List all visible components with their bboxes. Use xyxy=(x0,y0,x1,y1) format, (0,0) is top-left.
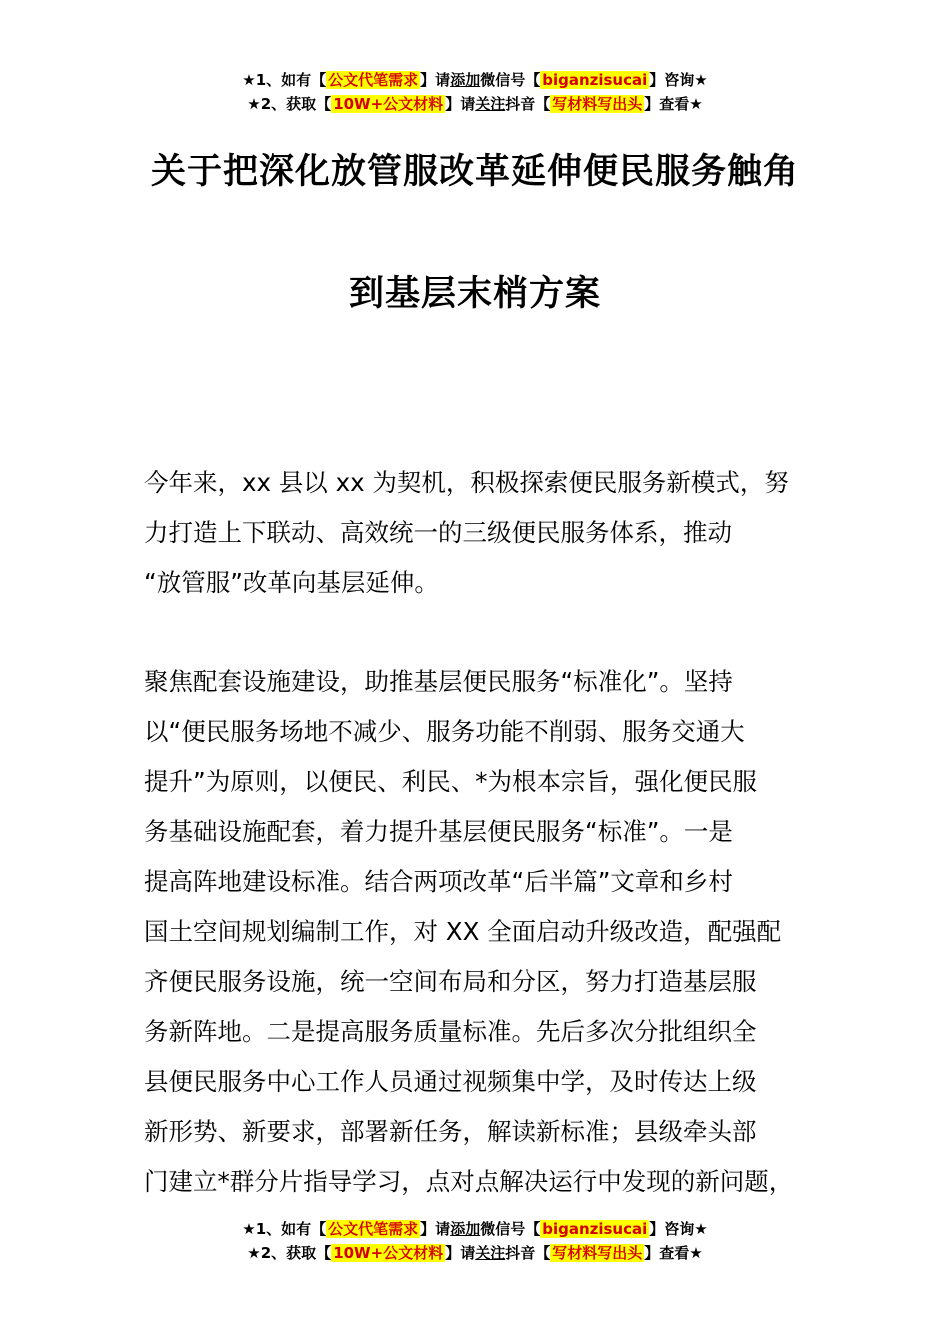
ad-text: 抖音【 xyxy=(505,95,551,113)
ad-highlight: biganzisucai xyxy=(542,1220,648,1238)
ad-text: ★1、如有【 xyxy=(242,1220,327,1238)
ad-text: 】查看★ xyxy=(644,1244,703,1262)
paragraph-line: 齐便民服务设施，统一空间布局和分区，努力打造基层服 xyxy=(144,967,757,996)
document-title-line-1: 关于把深化放管服改革延伸便民服务触角 xyxy=(150,152,799,192)
paragraph-line: 力打造上下联动、高效统一的三级便民服务体系，推动 xyxy=(144,518,732,547)
paragraph-line: “放管服”改革向基层延伸。 xyxy=(144,568,439,597)
ad-underline: 添加 xyxy=(450,1220,481,1238)
ad-text: 抖音【 xyxy=(505,1244,551,1262)
header-ad-line-2 xyxy=(0,92,950,116)
paragraph-line: 国土空间规划编制工作，对 XX 全面启动升级改造，配强配 xyxy=(144,917,782,946)
ad-text: 】请 xyxy=(445,1244,476,1262)
ad-highlight: biganzisucai xyxy=(542,71,648,89)
paragraph-line: 提高阵地建设标准。结合两项改革“后半篇”文章和乡村 xyxy=(144,867,733,896)
ad-underline: 关注 xyxy=(475,1244,506,1262)
header-ad-line-1 xyxy=(0,68,950,92)
paragraph-line: 以“便民服务场地不减少、服务功能不削弱、服务交通大 xyxy=(144,717,745,746)
paragraph-1 xyxy=(144,458,814,608)
paragraph-line: 务基础设施配套，着力提升基层便民服务“标准”。一是 xyxy=(144,817,733,846)
footer-ad-line-1 xyxy=(0,1217,950,1241)
paragraph-line: 新形势、新要求，部署新任务，解读新标准；县级牵头部 xyxy=(144,1117,757,1146)
document-title-line-2: 到基层末梢方案 xyxy=(348,274,601,314)
ad-highlight: 写材料写出头 xyxy=(552,95,643,113)
ad-underline: 添加 xyxy=(450,71,481,89)
paragraph-2 xyxy=(144,657,814,1207)
ad-text: ★2、获取【 xyxy=(247,95,332,113)
ad-text: 微信号【 xyxy=(480,1220,541,1238)
footer-ad xyxy=(0,1217,950,1265)
ad-text: ★2、获取【 xyxy=(247,1244,332,1262)
paragraph-line: 提升”为原则，以便民、利民、*为根本宗旨，强化便民服 xyxy=(144,767,757,796)
ad-text: 微信号【 xyxy=(480,71,541,89)
ad-highlight: 公文代笔需求 xyxy=(328,71,419,89)
paragraph-line: 门建立*群分片指导学习，点对点解决运行中发现的新问题， xyxy=(144,1167,794,1196)
ad-text: 】请 xyxy=(420,1220,451,1238)
paragraph-line: 务新阵地。二是提高服务质量标准。先后多次分批组织全 xyxy=(144,1017,757,1046)
ad-highlight: 写材料写出头 xyxy=(552,1244,643,1262)
ad-text: ★1、如有【 xyxy=(242,71,327,89)
paragraph-line: 今年来，xx 县以 xx 为契机，积极探索便民服务新模式，努 xyxy=(144,468,789,497)
ad-text: 】咨询★ xyxy=(649,71,708,89)
footer-ad-line-2 xyxy=(0,1241,950,1265)
ad-text: 】请 xyxy=(445,95,476,113)
paragraph-line: 县便民服务中心工作人员通过视频集中学，及时传达上级 xyxy=(144,1067,757,1096)
ad-text: 】请 xyxy=(420,71,451,89)
ad-highlight: 10W+公文材料 xyxy=(333,1244,444,1262)
paragraph-line: 聚焦配套设施建设，助推基层便民服务“标准化”。坚持 xyxy=(144,667,733,696)
header-ad xyxy=(0,68,950,116)
ad-highlight: 10W+公文材料 xyxy=(333,95,444,113)
ad-text: 】查看★ xyxy=(644,95,703,113)
ad-text: 】咨询★ xyxy=(649,1220,708,1238)
ad-underline: 关注 xyxy=(475,95,506,113)
ad-highlight: 公文代笔需求 xyxy=(328,1220,419,1238)
